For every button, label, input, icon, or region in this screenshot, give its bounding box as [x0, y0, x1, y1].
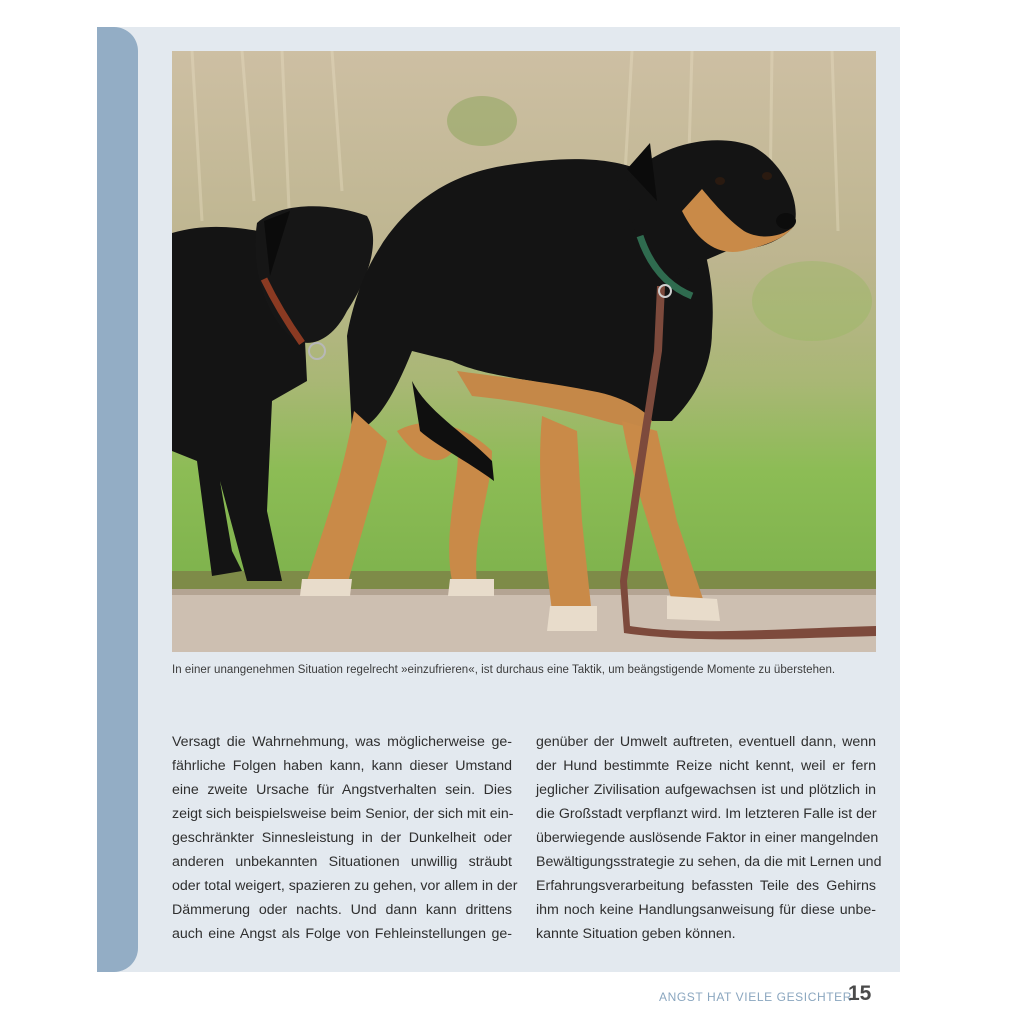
body-line: Versagt die Wahrnehmung, was möglicherweise ge- [172, 734, 512, 750]
body-line: jeglicher Zivilisation aufgewachsen ist und plötzlich in [536, 782, 876, 798]
body-line: oder total weigert, spazieren zu gehen, vor allem in der [172, 878, 518, 894]
body-column-left [172, 730, 518, 946]
photo-caption: In einer unangenehmen Situation regelrecht »einzufrieren«, ist durchaus eine Taktik, um beängstigende Momente zu überstehen. [172, 664, 836, 676]
body-line: Dämmerung oder nachts. Und dann kann drittens [172, 902, 512, 918]
page-number: 15 [848, 982, 872, 1005]
body-line: zeigt sich beispielsweise beim Senior, der sich mit ein- [172, 806, 514, 822]
running-head: ANGST HAT VIELE GESICHTER [659, 990, 853, 1004]
body-line: die Großstadt verpflanzt wird. Im letzteren Falle ist der [536, 806, 877, 822]
dog-photo [172, 51, 876, 652]
body-line: überwiegende auslösende Faktor in einer mangelnden [536, 830, 879, 846]
body-line: geschränkter Sinnesleistung in der Dunkelheit oder [172, 830, 512, 846]
body-line: auch eine Angst als Folge von Fehleinstellungen ge- [172, 926, 512, 942]
body-line: fährliche Folgen haben kann, kann dieser Umstand [172, 758, 512, 774]
body-line: ihm noch keine Handlungsanweisung für diese unbe- [536, 902, 876, 918]
body-column-right [536, 730, 882, 946]
body-line: anderen unbekannten Situationen unwillig sträubt [172, 854, 512, 870]
body-line: genüber der Umwelt auftreten, eventuell dann, wenn [536, 734, 876, 750]
body-line: eine zweite Ursache für Angstverhalten sein. Dies [172, 782, 512, 798]
side-color-band [97, 27, 138, 972]
body-line: Erfahrungsverarbeitung befassten Teile des Gehirns [536, 878, 876, 894]
body-line: Bewältigungsstrategie zu sehen, da die mit Lernen und [536, 854, 882, 870]
body-line: der Hund bestimmte Reize nicht kennt, weil er fern [536, 758, 876, 774]
body-line: kannte Situation geben können. [536, 926, 736, 942]
